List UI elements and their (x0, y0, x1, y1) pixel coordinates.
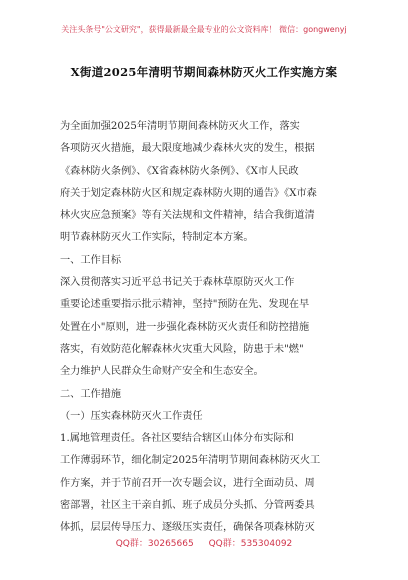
body-line: 二、工作措施 (60, 388, 122, 400)
body-line: 重要论述重要指示批示精神，坚持"预防在先、发现在早 (60, 299, 310, 311)
body-line: 明节森林防灭火工作实际，特制定本方案。 (60, 232, 254, 244)
header-promo-note: 关注头条号"公文研究"，获得最新最全最专业的公文资料库！ 微信：gongwenyj (61, 25, 347, 34)
footer-qq-group-1: QQ群：30265665 (115, 539, 194, 549)
body-line: 全力维护人民群众生命财产安全和生态安全。 (60, 366, 264, 378)
body-line: 1.属地管理责任。各社区要结合辖区山体分布实际和 (60, 433, 294, 445)
body-line: 作方案，并于节前召开一次专题会议，进行全面动员、周 (60, 477, 315, 489)
document-body (60, 116, 356, 540)
body-line: 落实，有效防范化解森林火灾重大风险，防患于未"燃" (60, 343, 304, 355)
document-title: X街道2025年清明节期间森林防灭火工作实施方案 (70, 65, 338, 79)
body-line: 为全面加强2025年清明节期间森林防灭火工作，落实 (60, 121, 300, 132)
body-line: 体抓，层层传导压力、逐级压实责任，确保各项森林防灭 (60, 522, 315, 534)
body-line: 一、工作目标 (60, 254, 122, 266)
body-line: 密部署，社区主干亲自抓、班子成员分头抓、分管两委具 (60, 500, 315, 512)
footer-contact (0, 536, 408, 549)
body-line: 工作薄弱环节，细化制定2025年清明节期间森林防灭火工 (60, 455, 321, 467)
body-line: （一）压实森林防灭火工作责任 (60, 410, 203, 422)
body-line: 各项防灭火措施，最大限度地减少森林火灾的发生，根据 (60, 143, 315, 155)
body-line: 府关于划定森林防火区和规定森林防火期的通告》《X市森 (60, 187, 317, 199)
body-line: 《森林防火条例》、《X省森林防火条例》、《X市人民政 (60, 165, 299, 177)
body-line: 林火灾应急预案》等有关法规和文件精神，结合我街道清 (60, 210, 315, 222)
footer-qq-group-2: QQ群：535304092 (208, 539, 293, 549)
body-line: 深入贯彻落实习近平总书记关于森林草原防灭火工作 (60, 277, 295, 289)
body-line: 处置在小"原则，进一步强化森林防灭火责任和防控措施 (60, 321, 310, 333)
